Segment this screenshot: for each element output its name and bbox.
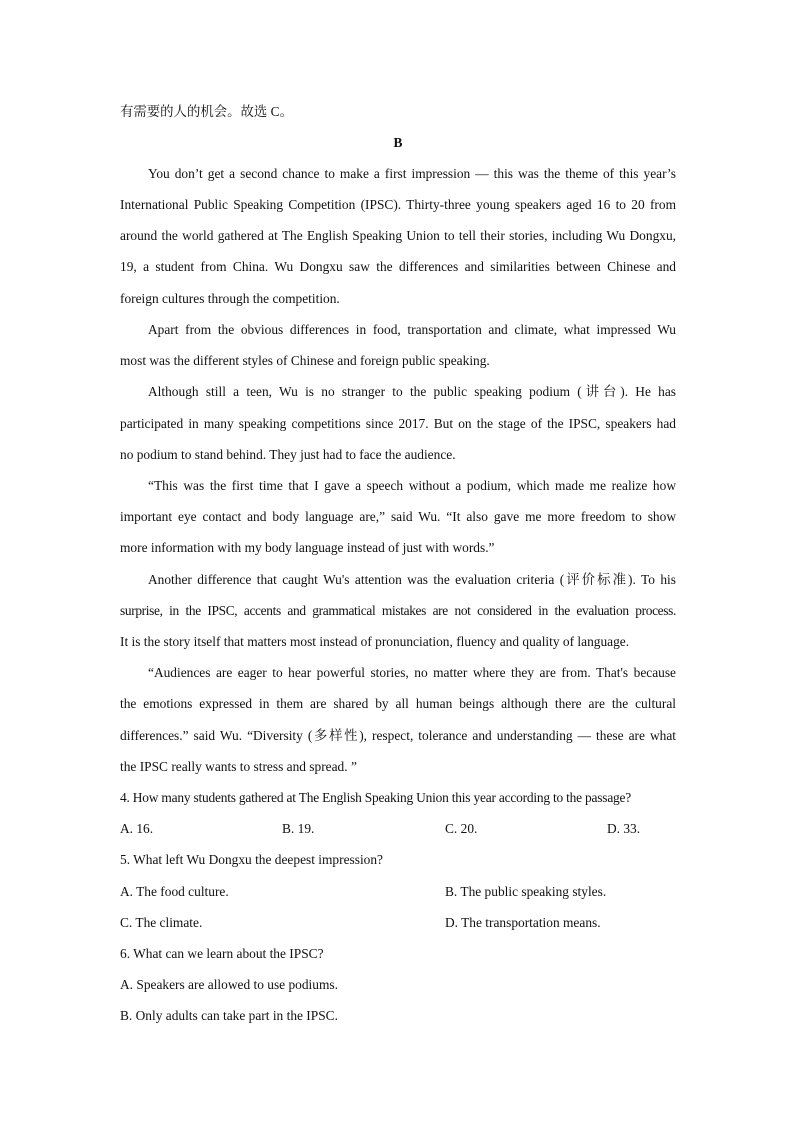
- question-4-option-b: B. 19.: [282, 821, 315, 836]
- passage-p6-line-1: “Audiences are eager to hear powerful stories, no matter where they are from. That's because: [148, 665, 676, 680]
- passage-p5-line-1: Another difference that caught Wu's attention was the evaluation criteria (评价标准). To his: [148, 572, 676, 587]
- passage-p3-line-1: Although still a teen, Wu is no stranger to the public speaking podium (讲台). He has: [148, 384, 676, 399]
- question-6-stem: 6. What can we learn about the IPSC?: [120, 946, 324, 961]
- question-6-option-b: B. Only adults can take part in the IPSC.: [120, 1008, 338, 1023]
- passage-p1-line-3: around the world gathered at The English Speaking Union to tell their stories, including Wu Dongxu,: [120, 228, 676, 243]
- passage-p6-line-2: the emotions expressed in them are shared by all human beings although there are the cultural: [120, 696, 676, 711]
- section-heading: B: [393, 135, 403, 150]
- question-5-option-c: C. The climate.: [120, 915, 203, 930]
- passage-p1-line-1: You don’t get a second chance to make a first impression — this was the theme of this year’s: [148, 166, 676, 181]
- passage-p1-line-4: 19, a student from China. Wu Dongxu saw the differences and similarities between Chinese and: [120, 259, 676, 274]
- passage-p3-line-2: participated in many speaking competitions since 2017. But on the stage of the IPSC, speakers had: [120, 416, 676, 431]
- passage-p1-line-5: foreign cultures through the competition.: [120, 291, 340, 306]
- question-4-stem: 4. How many students gathered at The English Speaking Union this year according to the passage?: [120, 790, 632, 805]
- question-5-option-a: A. The food culture.: [120, 884, 229, 899]
- previous-answer-line: 有需要的人的机会。故选 C。: [120, 104, 293, 119]
- passage-p2-line-2: most was the different styles of Chinese and foreign public speaking.: [120, 353, 490, 368]
- passage-p5-line-2: surprise, in the IPSC, accents and grammatical mistakes are not considered in the evaluation process.: [120, 603, 676, 618]
- passage-p4-line-3: more information with my body language instead of just with words.”: [120, 540, 495, 555]
- passage-p3-line-3: no podium to stand behind. They just had to face the audience.: [120, 447, 456, 462]
- question-4-option-a: A. 16.: [120, 821, 154, 836]
- question-6-option-a: A. Speakers are allowed to use podiums.: [120, 977, 338, 992]
- passage-p6-line-4: the IPSC really wants to stress and spread. ”: [120, 759, 357, 774]
- question-5-option-b: B. The public speaking styles.: [445, 884, 607, 899]
- question-5-stem: 5. What left Wu Dongxu the deepest impression?: [120, 852, 383, 867]
- question-4-option-c: C. 20.: [445, 821, 478, 836]
- question-4-option-d: D. 33.: [607, 821, 641, 836]
- question-5-option-d: D. The transportation means.: [445, 915, 601, 930]
- passage-p6-line-3: differences.” said Wu. “Diversity (多样性), respect, tolerance and understanding — these are what: [120, 728, 676, 743]
- passage-p1-line-2: International Public Speaking Competition (IPSC). Thirty-three young speakers aged 16 to 20 from: [120, 197, 676, 212]
- passage-p2-line-1: Apart from the obvious differences in food, transportation and climate, what impressed Wu: [148, 322, 676, 337]
- passage-p5-line-3: It is the story itself that matters most instead of pronunciation, fluency and quality of language.: [120, 634, 630, 649]
- passage-p4-line-1: “This was the first time that I gave a speech without a podium, which made me realize how: [148, 478, 676, 493]
- passage-p4-line-2: important eye contact and body language are,” said Wu. “It also gave me more freedom to show: [120, 509, 676, 524]
